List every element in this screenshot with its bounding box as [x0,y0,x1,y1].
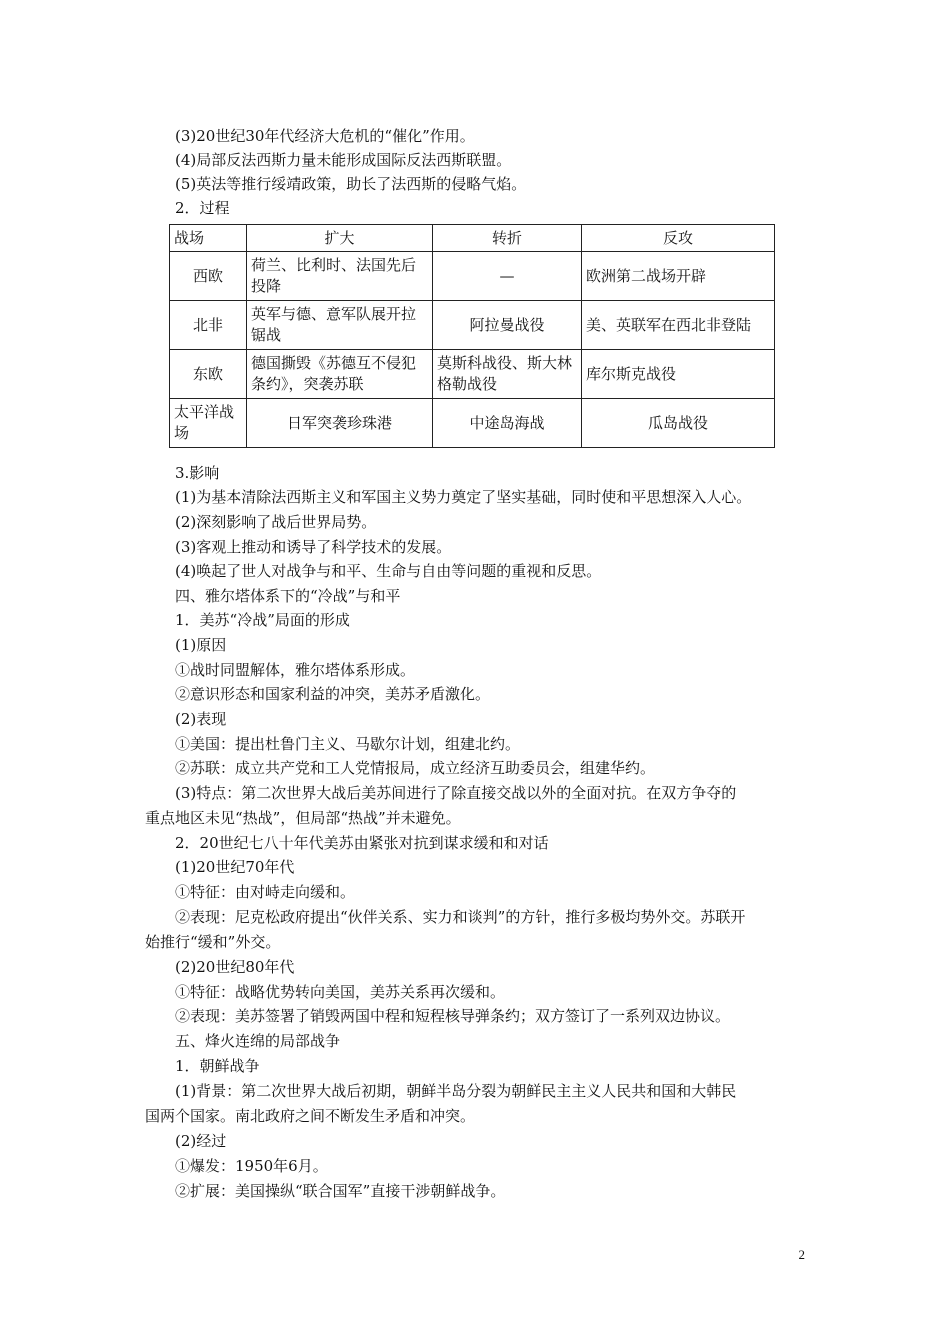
table-cell: 莫斯科战役、斯大林格勒战役 [433,350,582,399]
text-line: 国两个国家。南北政府之间不断发生矛盾和冲突。 [145,1107,476,1125]
text-line: (2)深刻影响了战后世界局势。 [175,513,377,531]
subsection-heading: 1．美苏“冷战”局面的形成 [175,611,350,629]
text-line: ①美国：提出杜鲁门主义、马歇尔计划，组建北约。 [175,735,521,753]
table-header-cell: 扩大 [247,225,433,252]
text-line: (1)原因 [175,636,227,654]
table-row [170,252,775,301]
war-process-table [169,224,775,448]
text-line: (3)特点：第二次世界大战后美苏间进行了除直接交战以外的全面对抗。在双方争夺的 [175,784,737,802]
table-header-cell: 反攻 [582,225,775,252]
text-line: (1)20世纪70年代 [175,858,295,876]
table-row [170,301,775,350]
table-cell: 美、英联军在西北非登陆 [582,301,775,350]
table-cell: 太平洋战场 [170,399,247,448]
text-line: (1)背景：第二次世界大战后初期，朝鲜半岛分裂为朝鲜民主主义人民共和国和大韩民 [175,1082,737,1100]
text-line: ①特征：由对峙走向缓和。 [175,883,356,901]
table-header-row [170,225,775,252]
table-header-cell: 战场 [170,225,247,252]
subsection-heading: 2．20世纪七八十年代美苏由紧张对抗到谋求缓和和对话 [175,834,549,852]
text-line: (3)20世纪30年代经济大危机的“催化”作用。 [175,127,475,145]
page-number: 2 [798,1247,805,1262]
text-line: ②苏联：成立共产党和工人党情报局，成立经济互助委员会，组建华约。 [175,759,656,777]
text-line: (2)经过 [175,1132,227,1150]
text-line: (2)20世纪80年代 [175,958,295,976]
table-cell: 库尔斯克战役 [582,350,775,399]
table-cell: 东欧 [170,350,247,399]
text-line: (4)局部反法西斯力量未能形成国际反法西斯联盟。 [175,151,512,169]
section-heading: 四、雅尔塔体系下的“冷战”与和平 [175,587,401,605]
table-cell: 荷兰、比利时、法国先后投降 [247,252,433,301]
table-cell: 德国撕毁《苏德互不侵犯条约》，突袭苏联 [247,350,433,399]
text-line: (1)为基本清除法西斯主义和军国主义势力奠定了坚实基础，同时使和平思想深入人心。 [175,488,752,506]
text-line: ②表现：美苏签署了销毁两国中程和短程核导弹条约；双方签订了一系列双边协议。 [175,1007,731,1025]
section-heading: 五、烽火连绵的局部战争 [175,1032,341,1050]
text-line: ①爆发：1950年6月。 [175,1157,328,1175]
text-line: (2)表现 [175,710,227,728]
text-line: 重点地区未见“热战”，但局部“热战”并未避免。 [145,809,461,827]
table-header-cell: 转折 [433,225,582,252]
table-cell: 西欧 [170,252,247,301]
table-cell: 中途岛海战 [433,399,582,448]
text-line: (5)英法等推行绥靖政策，助长了法西斯的侵略气焰。 [175,175,527,193]
text-line: (3)客观上推动和诱导了科学技术的发展。 [175,538,452,556]
table-cell: 阿拉曼战役 [433,301,582,350]
text-line: ②意识形态和国家利益的冲突，美苏矛盾激化。 [175,685,491,703]
table-cell: — [433,252,582,301]
table-row [170,399,775,448]
subsection-heading: 1．朝鲜战争 [175,1057,260,1075]
text-line: ②扩展：美国操纵“联合国军”直接干涉朝鲜战争。 [175,1182,506,1200]
table-cell: 英军与德、意军队展开拉锯战 [247,301,433,350]
table-row [170,350,775,399]
text-line: (4)唤起了世人对战争与和平、生命与自由等问题的重视和反思。 [175,562,602,580]
table-cell: 北非 [170,301,247,350]
text-line: ①特征：战略优势转向美国，美苏关系再次缓和。 [175,983,506,1001]
section-heading: 3.影响 [175,464,220,482]
table-cell: 日军突袭珍珠港 [247,399,433,448]
text-line: ②表现：尼克松政府提出“伙伴关系、实力和谈判”的方针，推行多极均势外交。苏联开 [175,908,746,926]
table-cell: 欧洲第二战场开辟 [582,252,775,301]
section-heading: 2．过程 [175,199,230,217]
text-line: ①战时同盟解体，雅尔塔体系形成。 [175,661,416,679]
text-line: 始推行“缓和”外交。 [145,933,281,951]
table-cell: 瓜岛战役 [582,399,775,448]
